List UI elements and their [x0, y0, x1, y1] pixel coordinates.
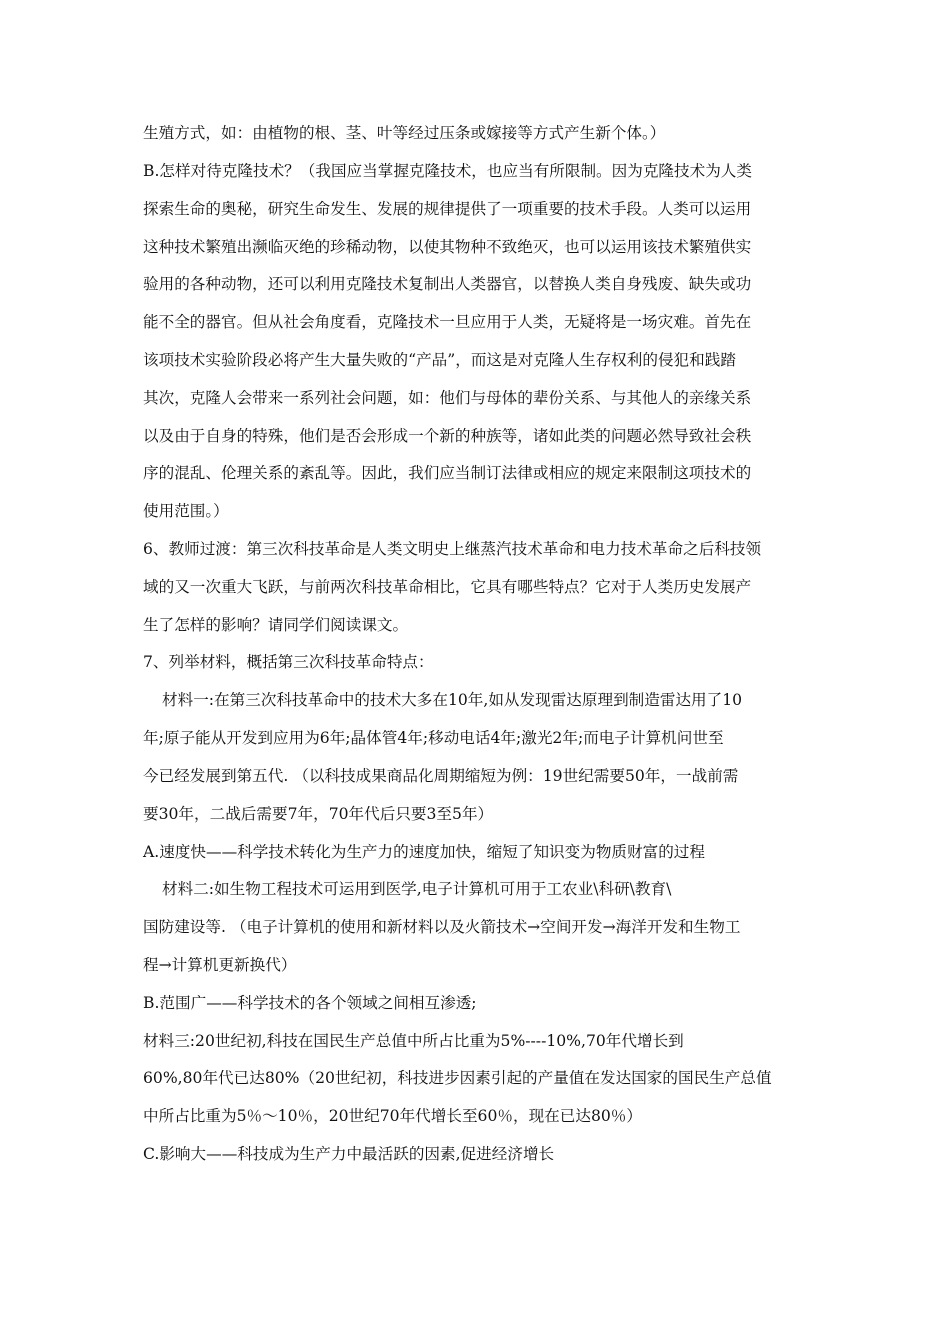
text-line: 中所占比重为5％～10％，20世纪70年代增长至60％，现在已达80％）: [143, 1107, 642, 1125]
text-line: 生殖方式，如：由植物的根、茎、叶等经过压条或嫁接等方式产生新个体。）: [143, 124, 666, 142]
text-line: 要30年，二战后需要7年，70年代后只要3至5年）: [143, 805, 494, 823]
text-line: 以及由于自身的特殊，他们是否会形成一个新的种族等，诸如此类的问题必然导致社会秩: [143, 427, 752, 445]
text-line: A.速度快——科学技术转化为生产力的速度加快，缩短了知识变为物质财富的过程: [143, 843, 705, 861]
text-line: 使用范围。）: [143, 502, 229, 520]
text-line: B.范围广——科学技术的各个领域之间相互渗透;: [143, 994, 477, 1012]
text-line: 能不全的器官。但从社会角度看，克隆技术一旦应用于人类，无疑将是一场灾难。首先在: [143, 313, 752, 331]
text-line: 7、列举材料，概括第三次科技革命特点：: [143, 653, 434, 671]
text-line: 材料一:在第三次科技革命中的技术大多在10年,如从发现雷达原理到制造雷达用了10: [162, 691, 743, 709]
text-line: 验用的各种动物，还可以利用克隆技术复制出人类器官，以替换人类自身残废、缺失或功: [143, 275, 752, 293]
text-line: 材料二:如生物工程技术可运用到医学,电子计算机可用于工农业\科研\教育\: [162, 880, 672, 898]
text-line: 这种技术繁殖出濒临灭绝的珍稀动物，以使其物种不致绝灭，也可以运用该技术繁殖供实: [143, 238, 752, 256]
text-line: 今已经发展到第五代. （以科技成果商品化周期缩短为例：19世纪需要50年，一战前需: [143, 767, 739, 785]
text-line: 60%,80年代已达80%（20世纪初，科技进步因素引起的产量值在发达国家的国民生产总值: [143, 1069, 772, 1087]
text-line: 探索生命的奥秘，研究生命发生、发展的规律提供了一项重要的技术手段。人类可以运用: [143, 200, 752, 218]
text-line: 生了怎样的影响？请同学们阅读课文。: [143, 616, 409, 634]
text-line: 序的混乱、伦理关系的紊乱等。因此，我们应当制订法律或相应的规定来限制这项技术的: [143, 464, 752, 482]
text-line: 6、教师过渡：第三次科技革命是人类文明史上继蒸汽技术革命和电力技术革命之后科技领: [143, 540, 762, 558]
text-line: 年;原子能从开发到应用为6年;晶体管4年;移动电话4年;激光2年;而电子计算机问世至: [143, 729, 724, 747]
text-line: 材料三:20世纪初,科技在国民生产总值中所占比重为5%----10%,70年代增长到: [143, 1032, 684, 1050]
text-line: 域的又一次重大飞跃，与前两次科技革命相比，它具有哪些特点？它对于人类历史发展产: [143, 578, 752, 596]
text-line: 该项技术实验阶段必将产生大量失败的“产品”，而这是对克隆人生存权利的侵犯和践踏: [143, 351, 736, 369]
text-line: 其次，克隆人会带来一系列社会问题，如：他们与母体的辈份关系、与其他人的亲缘关系: [143, 389, 752, 407]
text-line: 国防建设等. （电子计算机的使用和新材料以及火箭技术→空间开发→海洋开发和生物工: [143, 918, 741, 936]
text-line: 程→计算机更新换代）: [143, 956, 297, 974]
text-line: B.怎样对待克隆技术？（我国应当掌握克隆技术，也应当有所限制。因为克隆技术为人类: [143, 162, 752, 180]
text-line: C.影响大——科技成为生产力中最活跃的因素,促进经济增长: [143, 1145, 555, 1163]
